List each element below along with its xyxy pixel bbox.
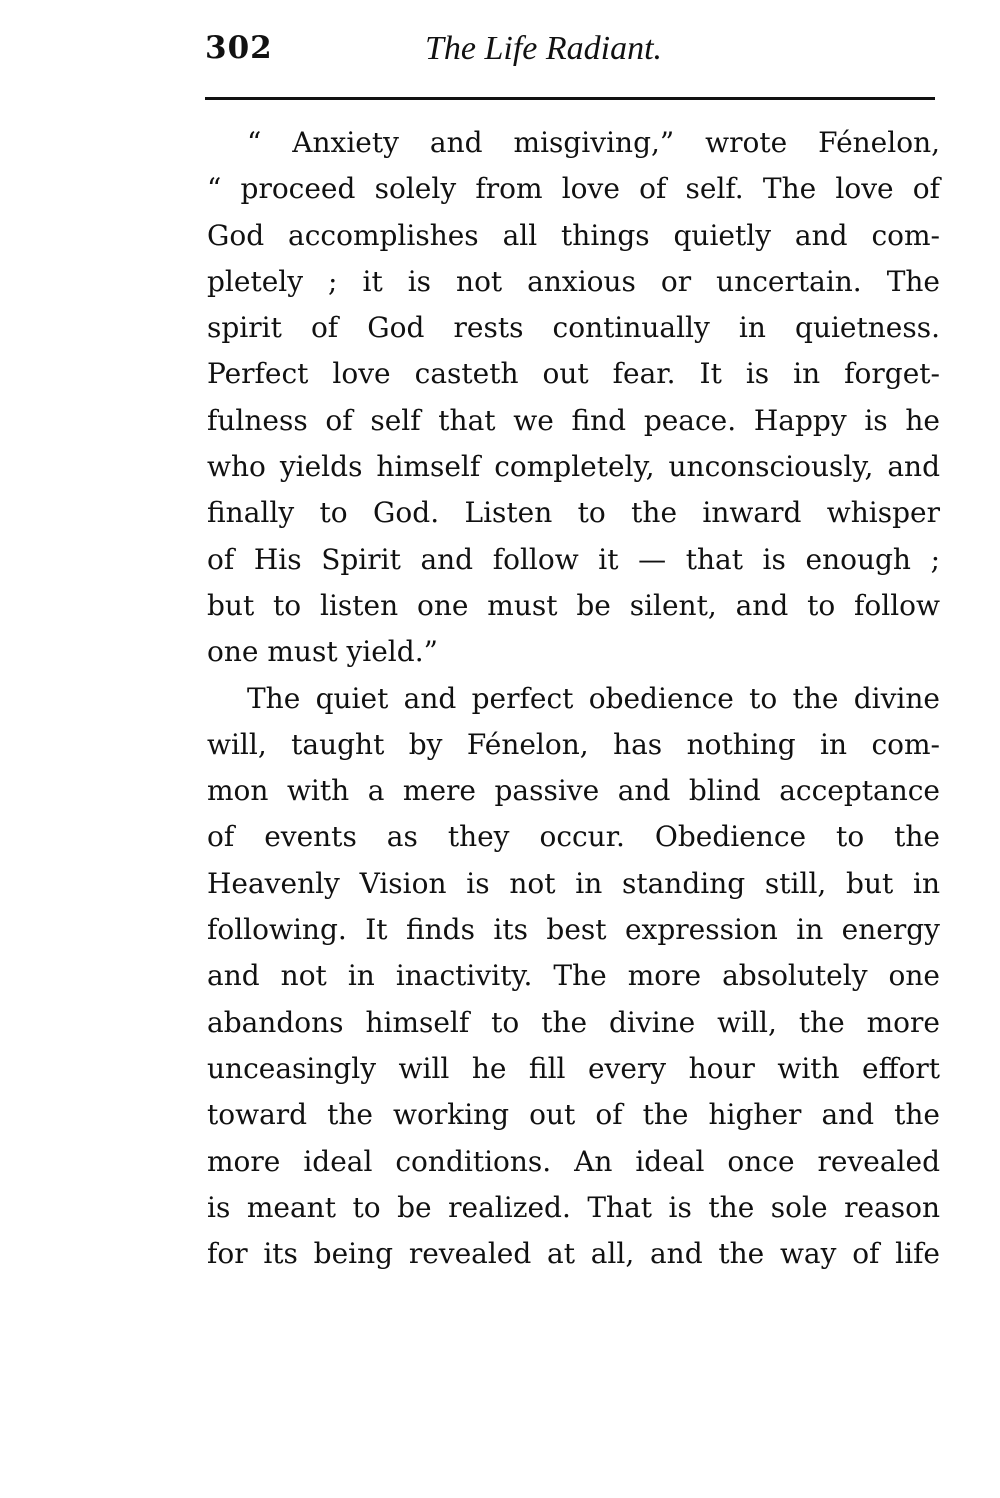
text-line: “ proceed solely from love of self. The love of [207, 172, 940, 206]
text-line: who yields himself completely, unconsciously, and [207, 450, 940, 484]
text-line: one must yield.” [207, 635, 438, 669]
text-line: of His Spirit and follow it — that is enough ; [207, 542, 940, 576]
body-text [207, 120, 940, 1277]
text-line: of events as they occur. Obedience to the [207, 820, 940, 854]
text-line: more ideal conditions. An ideal once revealed [207, 1144, 940, 1178]
text-line: The quiet and perfect obedience to the divine [247, 681, 940, 715]
text-line: for its being revealed at all, and the way of life [207, 1237, 940, 1271]
text-line: but to listen one must be silent, and to follow [207, 588, 940, 622]
text-line: following. It finds its best expression in energy [207, 913, 940, 947]
text-line: fulness of self that we find peace. Happy is he [207, 403, 940, 437]
paragraph-1 [207, 120, 940, 676]
text-line: Heavenly Vision is not in standing still, but in [207, 866, 940, 900]
text-line: toward the working out of the higher and the [207, 1098, 940, 1132]
text-line: and not in inactivity. The more absolutely one [207, 959, 940, 993]
text-line: will, taught by Fénelon, has nothing in com- [207, 727, 940, 761]
text-line: pletely ; it is not anxious or uncertain. The [207, 264, 940, 298]
text-line: God accomplishes all things quietly and com- [207, 218, 940, 252]
text-line: spirit of God rests continually in quietness. [207, 311, 940, 345]
text-line: “ Anxiety and misgiving,” wrote Fénelon, [247, 126, 940, 159]
page-number: 302 [205, 30, 273, 66]
header-rule [205, 97, 935, 100]
text-line: unceasingly will he fill every hour with effort [207, 1051, 940, 1085]
text-line: abandons himself to the divine will, the more [207, 1005, 940, 1039]
text-line: mon with a mere passive and blind acceptance [207, 774, 940, 808]
text-line: is meant to be realized. That is the sole reason [207, 1190, 940, 1224]
paragraph-2 [207, 676, 940, 1278]
text-line: finally to God. Listen to the inward whisper [207, 496, 940, 530]
page-header [205, 30, 935, 80]
running-title: The Life Radiant. [425, 30, 663, 67]
text-line: Perfect love casteth out fear. It is in forget- [207, 357, 940, 391]
